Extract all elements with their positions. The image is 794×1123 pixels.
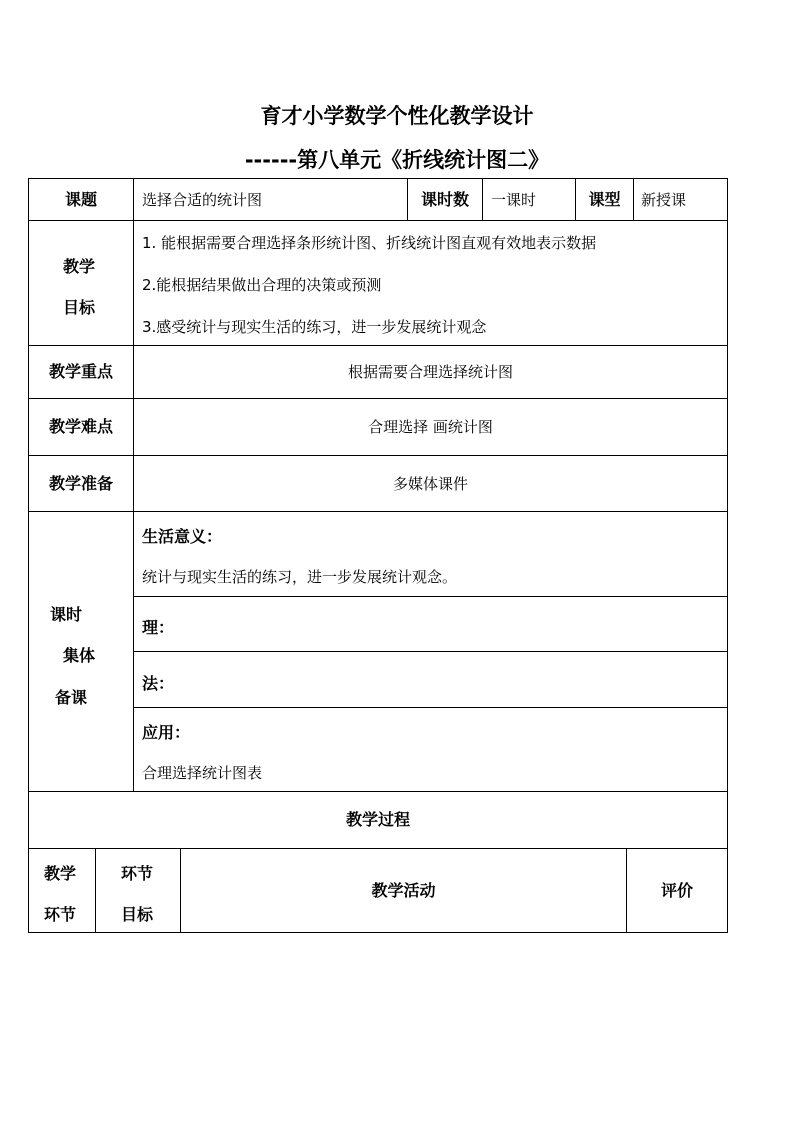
process-col2-line2: 目标 — [121, 905, 154, 924]
goals-label-line1: 教学 — [63, 257, 96, 276]
method-label: 法： — [142, 674, 175, 693]
process-title: 教学过程 — [345, 810, 410, 830]
collective-label-line3: 备课 — [55, 688, 88, 707]
goal-item-2: 2.能根据结果做出合理的决策或预测 — [142, 276, 382, 294]
difficulty-label: 教学难点 — [48, 417, 113, 437]
document-subtitle: ------第八单元《折线统计图二》 — [244, 148, 550, 172]
theory-label: 理： — [142, 618, 175, 637]
process-col-evaluation: 评价 — [660, 880, 693, 900]
preparation-label: 教学准备 — [48, 473, 113, 493]
application-text: 合理选择统计图表 — [142, 764, 263, 782]
meaning-label: 生活意义： — [142, 527, 223, 546]
process-col-activity: 教学活动 — [371, 880, 436, 900]
goals-label-line2: 目标 — [63, 298, 96, 317]
key-point-label: 教学重点 — [48, 362, 113, 382]
process-col1-line1: 教学 — [44, 864, 77, 883]
preparation-value: 多媒体课件 — [392, 474, 468, 493]
hours-value: 一课时 — [491, 190, 537, 209]
document-title: 育才小学数学个性化教学设计 — [260, 104, 534, 128]
difficulty-value: 合理选择 画统计图 — [368, 418, 493, 436]
process-col1-line2: 环节 — [44, 905, 77, 924]
type-value: 新授课 — [641, 190, 687, 209]
topic-label: 课题 — [64, 189, 97, 209]
goal-item-3: 3.感受统计与现实生活的练习，进一步发展统计观念 — [142, 318, 487, 336]
application-label: 应用： — [142, 723, 191, 742]
topic-value: 选择合适的统计图 — [142, 190, 263, 209]
collective-label-line2: 集体 — [63, 646, 96, 665]
collective-label-line1: 课时 — [50, 605, 83, 624]
hours-label: 课时数 — [420, 189, 469, 209]
goal-item-1: 1. 能根据需要合理选择条形统计图、折线统计图直观有效地表示数据 — [142, 234, 597, 252]
key-point-value: 根据需要合理选择统计图 — [347, 363, 513, 381]
meaning-text: 统计与现实生活的练习，进一步发展统计观念。 — [142, 568, 458, 586]
type-label: 课型 — [588, 189, 621, 209]
process-col2-line1: 环节 — [121, 864, 154, 883]
